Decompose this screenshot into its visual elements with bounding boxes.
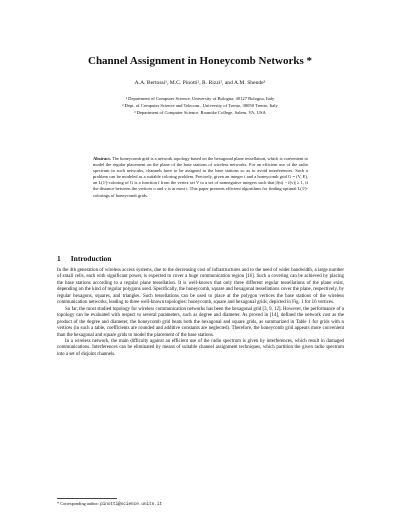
author-list: A.A. Bertossi¹, M.C. Pinotti², R. Rizzi², and A.M. Shende³ bbox=[134, 80, 266, 86]
section-number: 1 bbox=[57, 254, 61, 263]
footnote-email: pinotti@science.unitn.it bbox=[100, 502, 162, 507]
affiliation-1: ¹ Department of Computer Science, University of Bologna, 40127 Bologna, Italy bbox=[125, 96, 275, 101]
footnote bbox=[57, 501, 162, 507]
footnote-marker: * bbox=[57, 501, 60, 506]
body-text bbox=[57, 268, 344, 358]
affiliation-3: ³ Department of Computer Science, Roanoke College, Salem, VA, USA bbox=[134, 110, 266, 115]
footnote-rule bbox=[57, 498, 117, 499]
paper-title: Channel Assignment in Honeycomb Networks * bbox=[88, 55, 312, 67]
section-heading bbox=[57, 254, 111, 263]
abstract-label: Abstract. bbox=[93, 156, 111, 161]
abstract-text: The honeycomb grid is a network topology based on the hexagonal plane tessellation, which is convenient to model the regular placement on the plane of the base stations of wireless networks. For an efficient use of the radio spectrum in such networks, channels have to be assigned to the base stations so as to avoid interferences. Such a problem can be modeled as a suitable coloring problem. Precisely, given an integer t and a honeycomb grid G = (V, E), an L(1ᵗ)-coloring of G is a function f from the vertex set V to a set of nonnegative integers such that |f(u) − f(v)| ≥ 1, if the distance between the vertices u and v is at most t. This paper presents efficient algorithms for finding optimal L(1ᵗ)-colorings of honeycomb grids. bbox=[93, 156, 308, 198]
paragraph: In the 4th generation of wireless access systems, due to the decreasing cost of infrastructures and to the need of wider bandwidth, a large number of small cells, each with significant power, is expected to cover a huge communication region [16]. Such a covering can be achieved by placing the base stations according to a regular plane tessellation. It is well-known that only three different regular tessellations of the plane exist, depending on the kind of regular polygons used. Specifically, the honeycomb, square and hexagonal tessellations cover the plane, respectively, by regular hexagons, squares, and triangles. Such tessellations can be used to place at the polygon vertices the base stations of the wireless communication networks, leading to three well-known topologies: honeycomb, square and hexagonal grids, depicted in Fig. 1 for 16 vertices. bbox=[57, 268, 344, 306]
abstract bbox=[93, 156, 308, 199]
footnote-label: Corresponding author: bbox=[60, 501, 100, 506]
section-title: Introduction bbox=[70, 254, 112, 263]
paragraph: In a wireless network, the main difficulty against an efficient use of the radio spectrum is given by interferences, which result in damaged communications. Interferences can be eliminated by means of suitable channel assignment techniques, which partition the given radio spectrum into a set of disjoint channels. bbox=[57, 338, 344, 357]
affiliation-2: ² Dept. of Computer Science and Telecom., University of Trento, 38050 Trento, Italy bbox=[122, 103, 278, 108]
paragraph: So far, the most studied topology for wireless communication networks has been the hexagonal grid [3, 9, 12]. However, the performance of a topology can be evaluated with respect to several parameters, such as degree and diameter. As proved in [14], defined the network cost as the product of the degree and diameter, the honeycomb grid beats both the hexagonal and square grids, as summarized in Table 1 for grids with n vertices (in such a table, coefficients are rounded and additive constants are neglected). Therefore, the honeycomb grid appears more convenient than the hexagonal and square grids to model the placement of the base stations. bbox=[57, 306, 344, 338]
